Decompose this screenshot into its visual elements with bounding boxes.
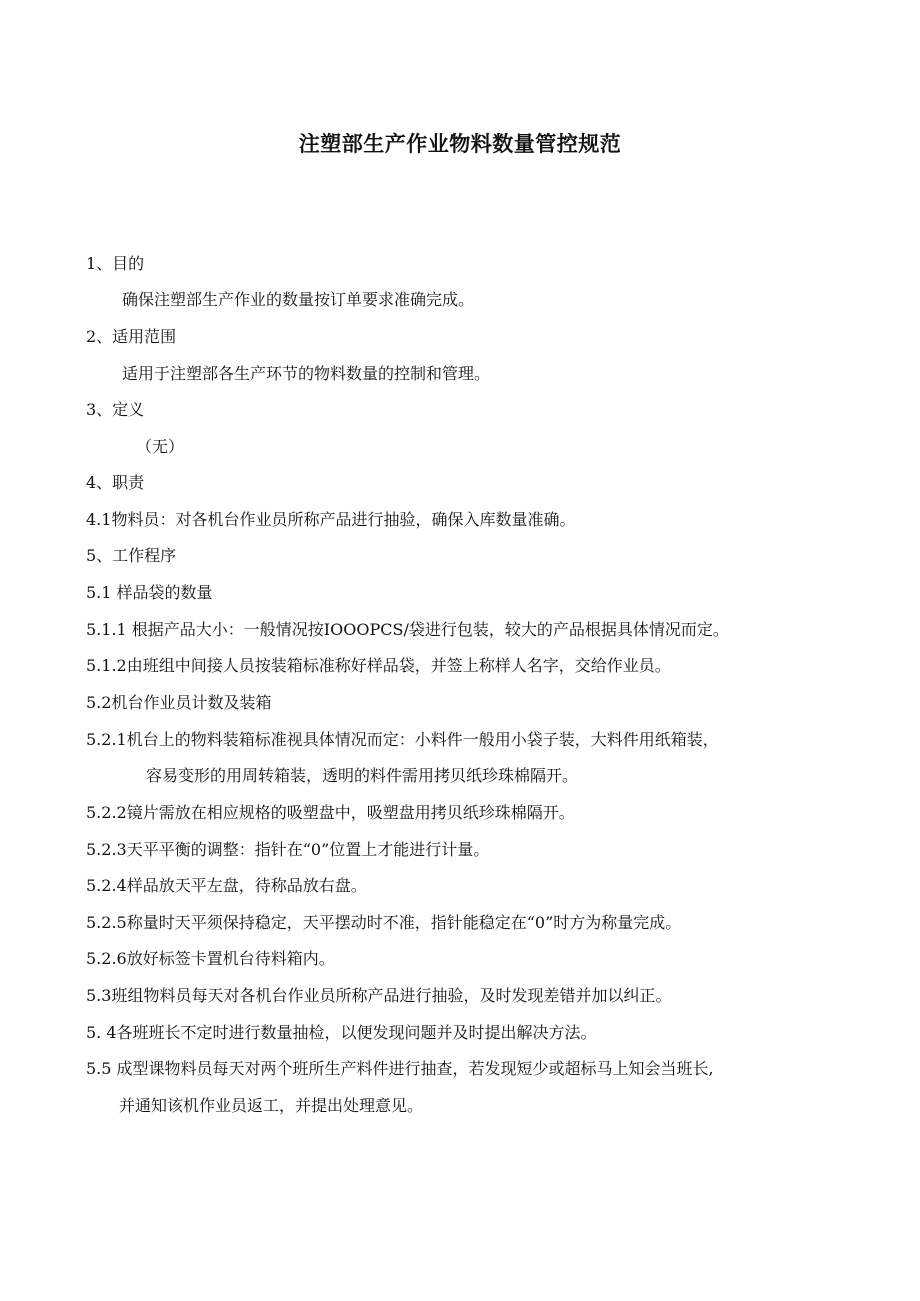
item-5-5-continued: 并通知该机作业员返工，并提出处理意见。 bbox=[119, 1096, 424, 1115]
section-3-heading: 3、定义 bbox=[86, 400, 145, 419]
section-1-body: 确保注塑部生产作业的数量按订单要求准确完成。 bbox=[122, 290, 475, 309]
section-2-body: 适用于注塑部各生产环节的物料数量的控制和管理。 bbox=[122, 364, 491, 383]
item-5-2-5: 5.2.5称量时天平须保持稳定，天平摆动时不准，指针能稳定在“0”时方为称量完成。 bbox=[86, 913, 682, 932]
item-5-2: 5.2机台作业员计数及装箱 bbox=[86, 693, 272, 712]
section-4-heading: 4、职责 bbox=[86, 473, 145, 492]
item-5-1-2: 5.1.2由班组中间接人员按装箱标准称好样品袋，并签上称样人名字，交给作业员。 bbox=[86, 656, 671, 675]
item-5-2-1-continued: 容易变形的用周转箱装，透明的料件需用拷贝纸珍珠棉隔开。 bbox=[146, 766, 579, 785]
item-5-3: 5.3班组物料员每天对各机台作业员所称产品进行抽验，及时发现差错并加以纠正。 bbox=[86, 986, 672, 1005]
item-5-2-1: 5.2.1机台上的物料装箱标准视具体情况而定：小料件一般用小袋子装，大料件用纸箱装， bbox=[86, 730, 719, 749]
item-5-2-3: 5.2.3天平平衡的调整：指针在“0”位置上才能进行计量。 bbox=[86, 840, 490, 859]
item-5-5: 5.5 成型课物料员每天对两个班所生产料件进行抽查，若发现短少或超标马上知会当班长, bbox=[86, 1059, 714, 1078]
item-5-1: 5.1 样品袋的数量 bbox=[86, 583, 213, 602]
section-5-heading: 5、工作程序 bbox=[86, 546, 177, 565]
item-4-1: 4.1物料员：对各机台作业员所称产品进行抽验，确保入库数量准确。 bbox=[86, 510, 576, 529]
item-5-1-1: 5.1.1 根据产品大小：一般情况按IOOOPCS/袋进行包装，较大的产品根据具体情况而定。 bbox=[86, 620, 729, 639]
section-3-body: （无） bbox=[136, 437, 185, 456]
document-title: 注塑部生产作业物料数量管控规范 bbox=[298, 132, 622, 156]
section-1-heading: 1、目的 bbox=[86, 254, 145, 273]
section-2-heading: 2、适用范围 bbox=[86, 327, 177, 346]
item-5-4: 5. 4各班班长不定时进行数量抽检，以便发现问题并及时提出解决方法。 bbox=[86, 1023, 597, 1042]
item-5-2-6: 5.2.6放好标签卡置机台待料箱内。 bbox=[86, 949, 335, 968]
item-5-2-4: 5.2.4样品放天平左盘，待称品放右盘。 bbox=[86, 876, 367, 895]
item-5-2-2: 5.2.2镜片需放在相应规格的吸塑盘中，吸塑盘用拷贝纸珍珠棉隔开。 bbox=[86, 803, 575, 822]
